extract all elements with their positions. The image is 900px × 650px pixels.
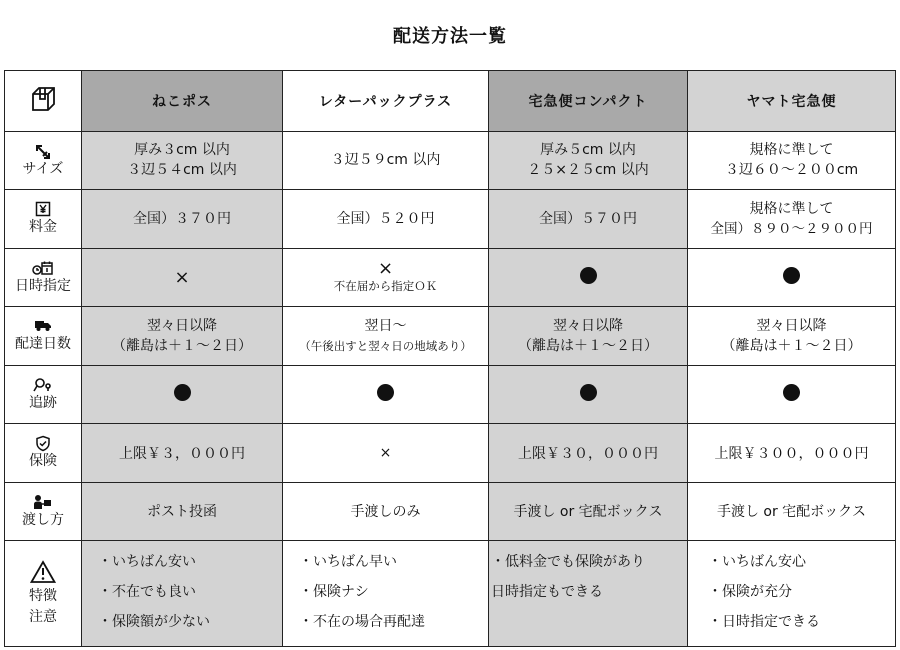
available-dot xyxy=(580,384,597,401)
tracking-row xyxy=(5,365,896,424)
features-label: 特徴 xyxy=(29,587,57,604)
days-row xyxy=(5,307,896,366)
header-row xyxy=(5,71,896,132)
fee-label: 料金 xyxy=(29,219,57,236)
calendar-icon xyxy=(7,260,79,278)
warning-icon xyxy=(7,560,79,586)
handover-nekopos: ポスト投函 xyxy=(82,482,283,541)
features-row xyxy=(5,541,896,647)
days-nekopos: 翌々日以降 （離島は＋１～２日） xyxy=(82,307,283,366)
column-header-takkyubin-compact: 宅急便コンパクト xyxy=(489,71,688,132)
tracking-letterpack xyxy=(283,365,489,424)
available-dot xyxy=(580,267,597,284)
column-header-nekopos: ねこポス xyxy=(82,71,283,132)
fee-row xyxy=(5,190,896,249)
shield-icon xyxy=(7,435,79,453)
column-header-letterpack-plus: レターパックプラス xyxy=(283,71,489,132)
date-compact xyxy=(489,248,688,307)
insurance-letterpack: × xyxy=(283,424,489,483)
size-nekopos: 厚み３cm 以内 ３辺５４cm 以内 xyxy=(82,131,283,190)
size-letterpack: ３辺５９cm 以内 xyxy=(283,131,489,190)
days-yamato: 翌々日以降 （離島は＋１～２日） xyxy=(688,307,896,366)
features-letterpack: ・いちばん早い ・保険ナシ ・不在の場合再配達 xyxy=(283,541,489,647)
available-dot xyxy=(783,267,800,284)
package-icon xyxy=(28,102,58,118)
shipping-comparison-table xyxy=(4,70,896,647)
size-compact: 厚み５cm 以内 ２５×２５cm 以内 xyxy=(489,131,688,190)
fee-nekopos: 全国）３７０円 xyxy=(82,190,283,249)
insurance-yamato: 上限￥３００，０００円 xyxy=(688,424,896,483)
features-nekopos: ・いちばん安い ・不在でも良い ・保険額が少ない xyxy=(82,541,283,647)
tracking-yamato xyxy=(688,365,896,424)
tracking-nekopos xyxy=(82,365,283,424)
available-dot xyxy=(783,384,800,401)
date-row xyxy=(5,248,896,307)
date-letterpack: × 不在届から指定ＯＫ xyxy=(283,248,489,307)
truck-icon xyxy=(7,318,79,336)
fee-yamato: 規格に準して 全国）８９０～２９００円 xyxy=(688,190,896,249)
page-title: 配送方法一覧 xyxy=(393,26,507,47)
available-dot xyxy=(377,384,394,401)
yen-icon xyxy=(7,201,79,219)
handover-label-cell xyxy=(5,482,82,541)
handover-compact: 手渡し or 宅配ボックス xyxy=(489,482,688,541)
features-compact: ・低料金でも保険があり 日時指定もできる xyxy=(489,541,688,647)
days-letterpack: 翌日～ （午後出すと翌々日の地域あり） xyxy=(283,307,489,366)
handover-letterpack: 手渡しのみ xyxy=(283,482,489,541)
features-yamato: ・いちばん安心 ・保険が充分 ・日時指定できる xyxy=(688,541,896,647)
caution-label: 注意 xyxy=(29,608,57,625)
size-label: サイズ xyxy=(22,160,64,177)
date-yamato xyxy=(688,248,896,307)
insurance-label-cell xyxy=(5,424,82,483)
person-handover-icon xyxy=(7,494,79,512)
insurance-nekopos: 上限￥３，０００円 xyxy=(82,424,283,483)
tracking-compact xyxy=(489,365,688,424)
size-label-cell xyxy=(5,131,82,190)
days-compact: 翌々日以降 （離島は＋１～２日） xyxy=(489,307,688,366)
fee-label-cell xyxy=(5,190,82,249)
handover-row xyxy=(5,482,896,541)
available-dot xyxy=(174,384,191,401)
column-header-yamato-takkyubin: ヤマト宅急便 xyxy=(688,71,896,132)
days-label: 配達日数 xyxy=(15,336,71,353)
features-label-cell xyxy=(5,541,82,647)
date-label-cell xyxy=(5,248,82,307)
insurance-row xyxy=(5,424,896,483)
size-yamato: 規格に準して ３辺６０～２００cm xyxy=(688,131,896,190)
search-location-icon xyxy=(7,377,79,395)
size-row xyxy=(5,131,896,190)
insurance-compact: 上限￥３０，０００円 xyxy=(489,424,688,483)
ruler-icon xyxy=(7,143,79,161)
date-label: 日時指定 xyxy=(15,277,71,294)
insurance-label: 保険 xyxy=(29,453,57,470)
days-label-cell xyxy=(5,307,82,366)
tracking-label-cell xyxy=(5,365,82,424)
fee-compact: 全国）５７０円 xyxy=(489,190,688,249)
handover-label: 渡し方 xyxy=(22,511,64,528)
handover-yamato: 手渡し or 宅配ボックス xyxy=(688,482,896,541)
header-icon-cell xyxy=(5,71,82,132)
tracking-label: 追跡 xyxy=(29,394,57,411)
fee-letterpack: 全国）５２０円 xyxy=(283,190,489,249)
date-nekopos: × xyxy=(82,248,283,307)
